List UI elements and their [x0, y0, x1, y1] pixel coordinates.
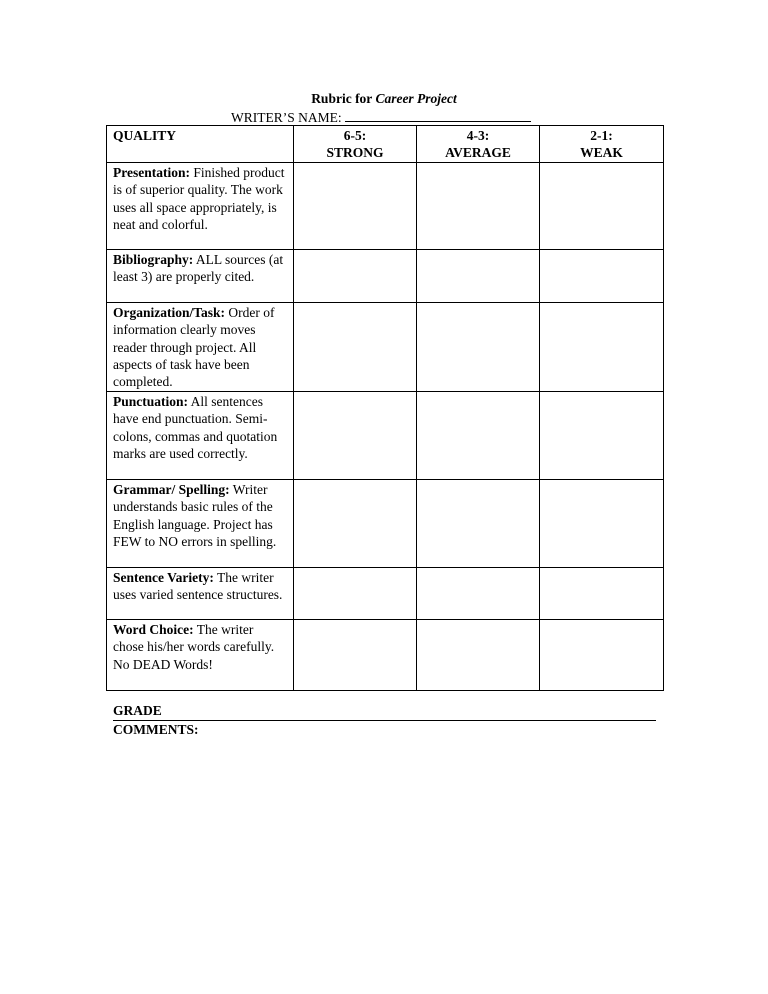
criterion-description: ALL sources (at least 3) are properly cited. [113, 251, 284, 285]
score-cell-weak [540, 302, 664, 391]
column-header-strong-label: STRONG [326, 145, 384, 161]
column-header-strong-score: 6-5: [343, 128, 367, 143]
criterion-description: The writer chose his/her words carefully. No DEAD Words! [113, 621, 275, 672]
table-row [107, 249, 664, 302]
criterion-title: Organization/Task: [113, 304, 226, 320]
header-row [107, 126, 664, 163]
criterion-cell-bibliography [107, 249, 294, 302]
criterion-cell-presentation [107, 162, 294, 249]
score-cell-weak [540, 567, 664, 619]
title-prefix: Rubric for [311, 91, 376, 106]
criterion-title: Sentence Variety: [113, 569, 214, 585]
criterion-cell-punctuation [107, 391, 294, 479]
table-row [107, 479, 664, 567]
criterion-title: Grammar/ Spelling: [113, 481, 230, 497]
column-header-quality-label: QUALITY [113, 128, 177, 143]
criterion-title: Bibliography: [113, 251, 194, 267]
document-title [0, 91, 768, 107]
criterion-title: Word Choice: [113, 621, 194, 637]
score-cell-weak [540, 479, 664, 567]
score-cell-average [417, 479, 540, 567]
score-cell-weak [540, 619, 664, 690]
writer-name-label: WRITER’S NAME: [231, 110, 342, 125]
criterion-description: Order of information clearly moves reader through project. All aspects of task have been completed. [113, 304, 275, 390]
score-cell-weak [540, 162, 664, 249]
column-header-average-label: AVERAGE [445, 145, 511, 161]
table-row [107, 391, 664, 479]
criterion-title: Presentation: [113, 164, 190, 180]
column-header-average-score: 4-3: [466, 128, 490, 143]
criterion-description: Finished product is of superior quality. The work uses all space appropriately, is neat and colorful. [113, 164, 285, 233]
score-cell-average [417, 567, 540, 619]
score-cell-average [417, 302, 540, 391]
column-header-strong [294, 126, 417, 163]
score-cell-average [417, 249, 540, 302]
column-header-weak-score: 2-1: [590, 128, 613, 143]
writer-name-blank-line [345, 109, 531, 122]
score-cell-strong [294, 567, 417, 619]
score-cell-strong [294, 249, 417, 302]
column-header-average [417, 126, 540, 163]
criterion-description: All sentences have end punctuation. Semi-colons, commas and quotation marks are used correctly. [113, 393, 278, 462]
criterion-description: Writer understands basic rules of the English language. Project has FEW to NO errors in spelling. [113, 481, 277, 550]
comments-label: COMMENTS: [113, 722, 199, 737]
criterion-cell-organization [107, 302, 294, 391]
score-cell-strong [294, 162, 417, 249]
criterion-cell-word-choice [107, 619, 294, 690]
score-cell-strong [294, 479, 417, 567]
criterion-title: Punctuation: [113, 393, 189, 409]
score-cell-average [417, 391, 540, 479]
column-header-weak-label: WEAK [580, 145, 623, 161]
grade-label: GRADE [113, 703, 162, 718]
criterion-cell-sentence-variety [107, 567, 294, 619]
title-project-name: Career Project [375, 91, 457, 106]
column-header-weak [540, 126, 664, 163]
table-row [107, 302, 664, 391]
column-header-quality [107, 126, 294, 163]
grade-blank-line [113, 720, 656, 721]
score-cell-average [417, 162, 540, 249]
table-row [107, 162, 664, 249]
criterion-cell-grammar-spelling [107, 479, 294, 567]
score-cell-average [417, 619, 540, 690]
score-cell-strong [294, 391, 417, 479]
rubric-table [106, 125, 664, 691]
writer-name-field [231, 109, 531, 126]
score-cell-weak [540, 391, 664, 479]
score-cell-strong [294, 302, 417, 391]
score-cell-strong [294, 619, 417, 690]
table-row [107, 567, 664, 619]
table-row [107, 619, 664, 690]
criterion-description: The writer uses varied sentence structures. [113, 569, 283, 603]
score-cell-weak [540, 249, 664, 302]
